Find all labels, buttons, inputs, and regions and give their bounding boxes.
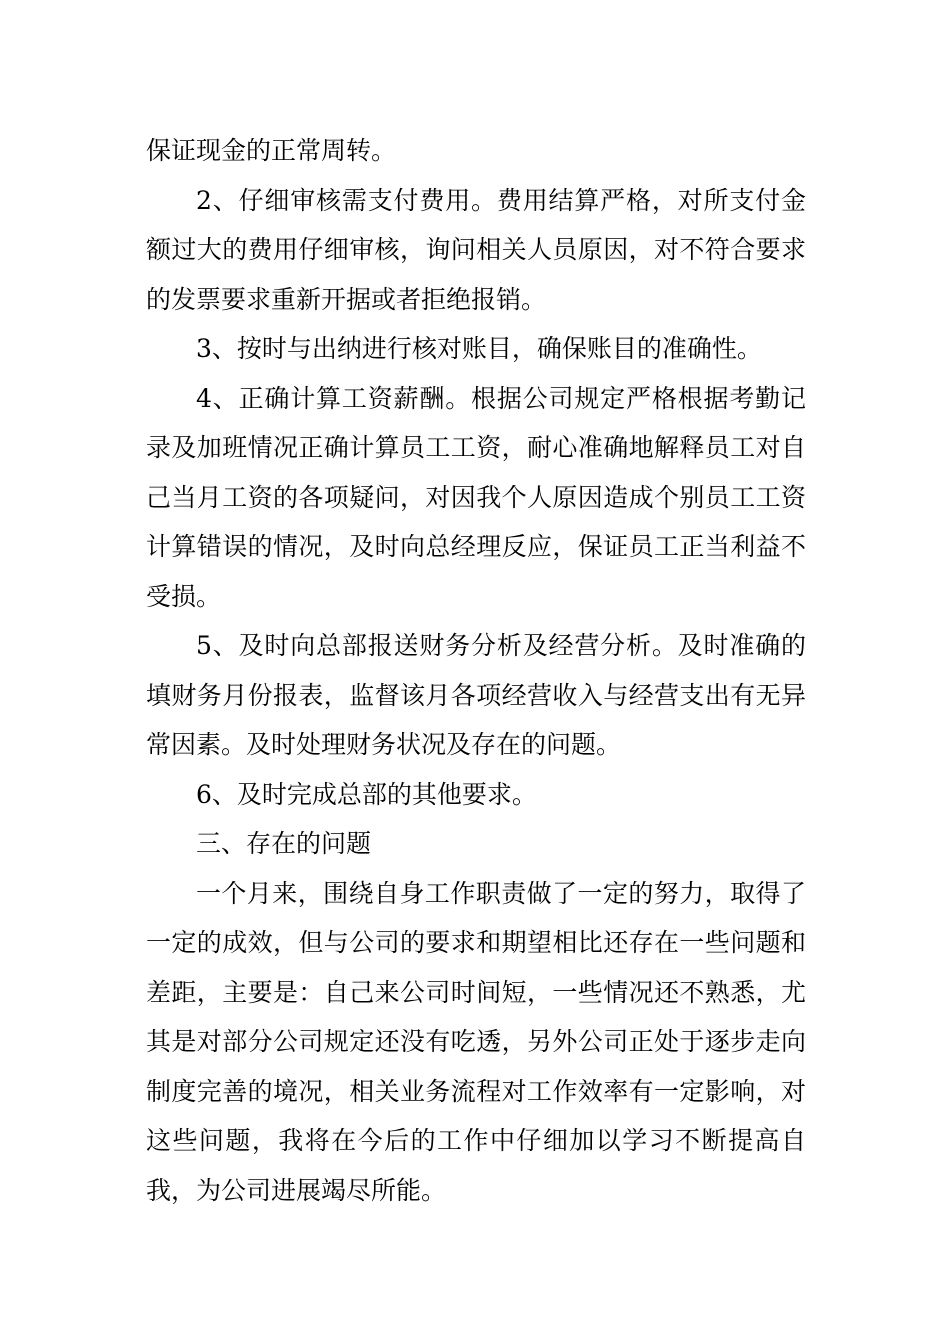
- paragraph-item-3: 3、按时与出纳进行核对账目，确保账目的准确性。: [196, 334, 762, 363]
- paragraph-item-2: 2、仔细审核需支付费用。费用结算严格，对所支付金额过大的费用仔细审核，询问相关人员原因，对不符合要求的发票要求重新开据或者拒绝报销。: [146, 185, 806, 314]
- paragraph-item-6: 6、及时完成总部的其他要求。: [196, 779, 537, 809]
- document-body: [146, 126, 806, 1215]
- paragraph-continuation: 保证现金的正常周转。: [146, 136, 397, 165]
- section-heading-problems: 三、存在的问题: [196, 829, 372, 858]
- paragraph-item-4: 4、正确计算工资薪酬。根据公司规定严格根据考勤记录及加班情况正确计算员工工资，耐心准确地解释员工对自己当月工资的各项疑问，对因我个人原因造成个别员工工资计算错误的情况，及时向总经理反应，保证员工正当利益不受损。: [146, 383, 806, 611]
- paragraph-item-5: 5、及时向总部报送财务分析及经营分析。及时准确的填财务月份报表，监督该月各项经营收入与经营支出有无异常因素。及时处理财务状况及存在的问题。: [146, 631, 806, 759]
- paragraph-problems-body: 一个月来，围绕自身工作职责做了一定的努力，取得了一定的成效，但与公司的要求和期望相比还存在一些问题和差距，主要是：自己来公司时间短，一些情况还不熟悉，尤其是对部分公司规定还没有吃透，另外公司正处于逐步走向制度完善的境况，相关业务流程对工作效率有一定影响，对这些问题，我将在今后的工作中仔细加以学习不断提高自我，为公司进展竭尽所能。: [146, 878, 806, 1205]
